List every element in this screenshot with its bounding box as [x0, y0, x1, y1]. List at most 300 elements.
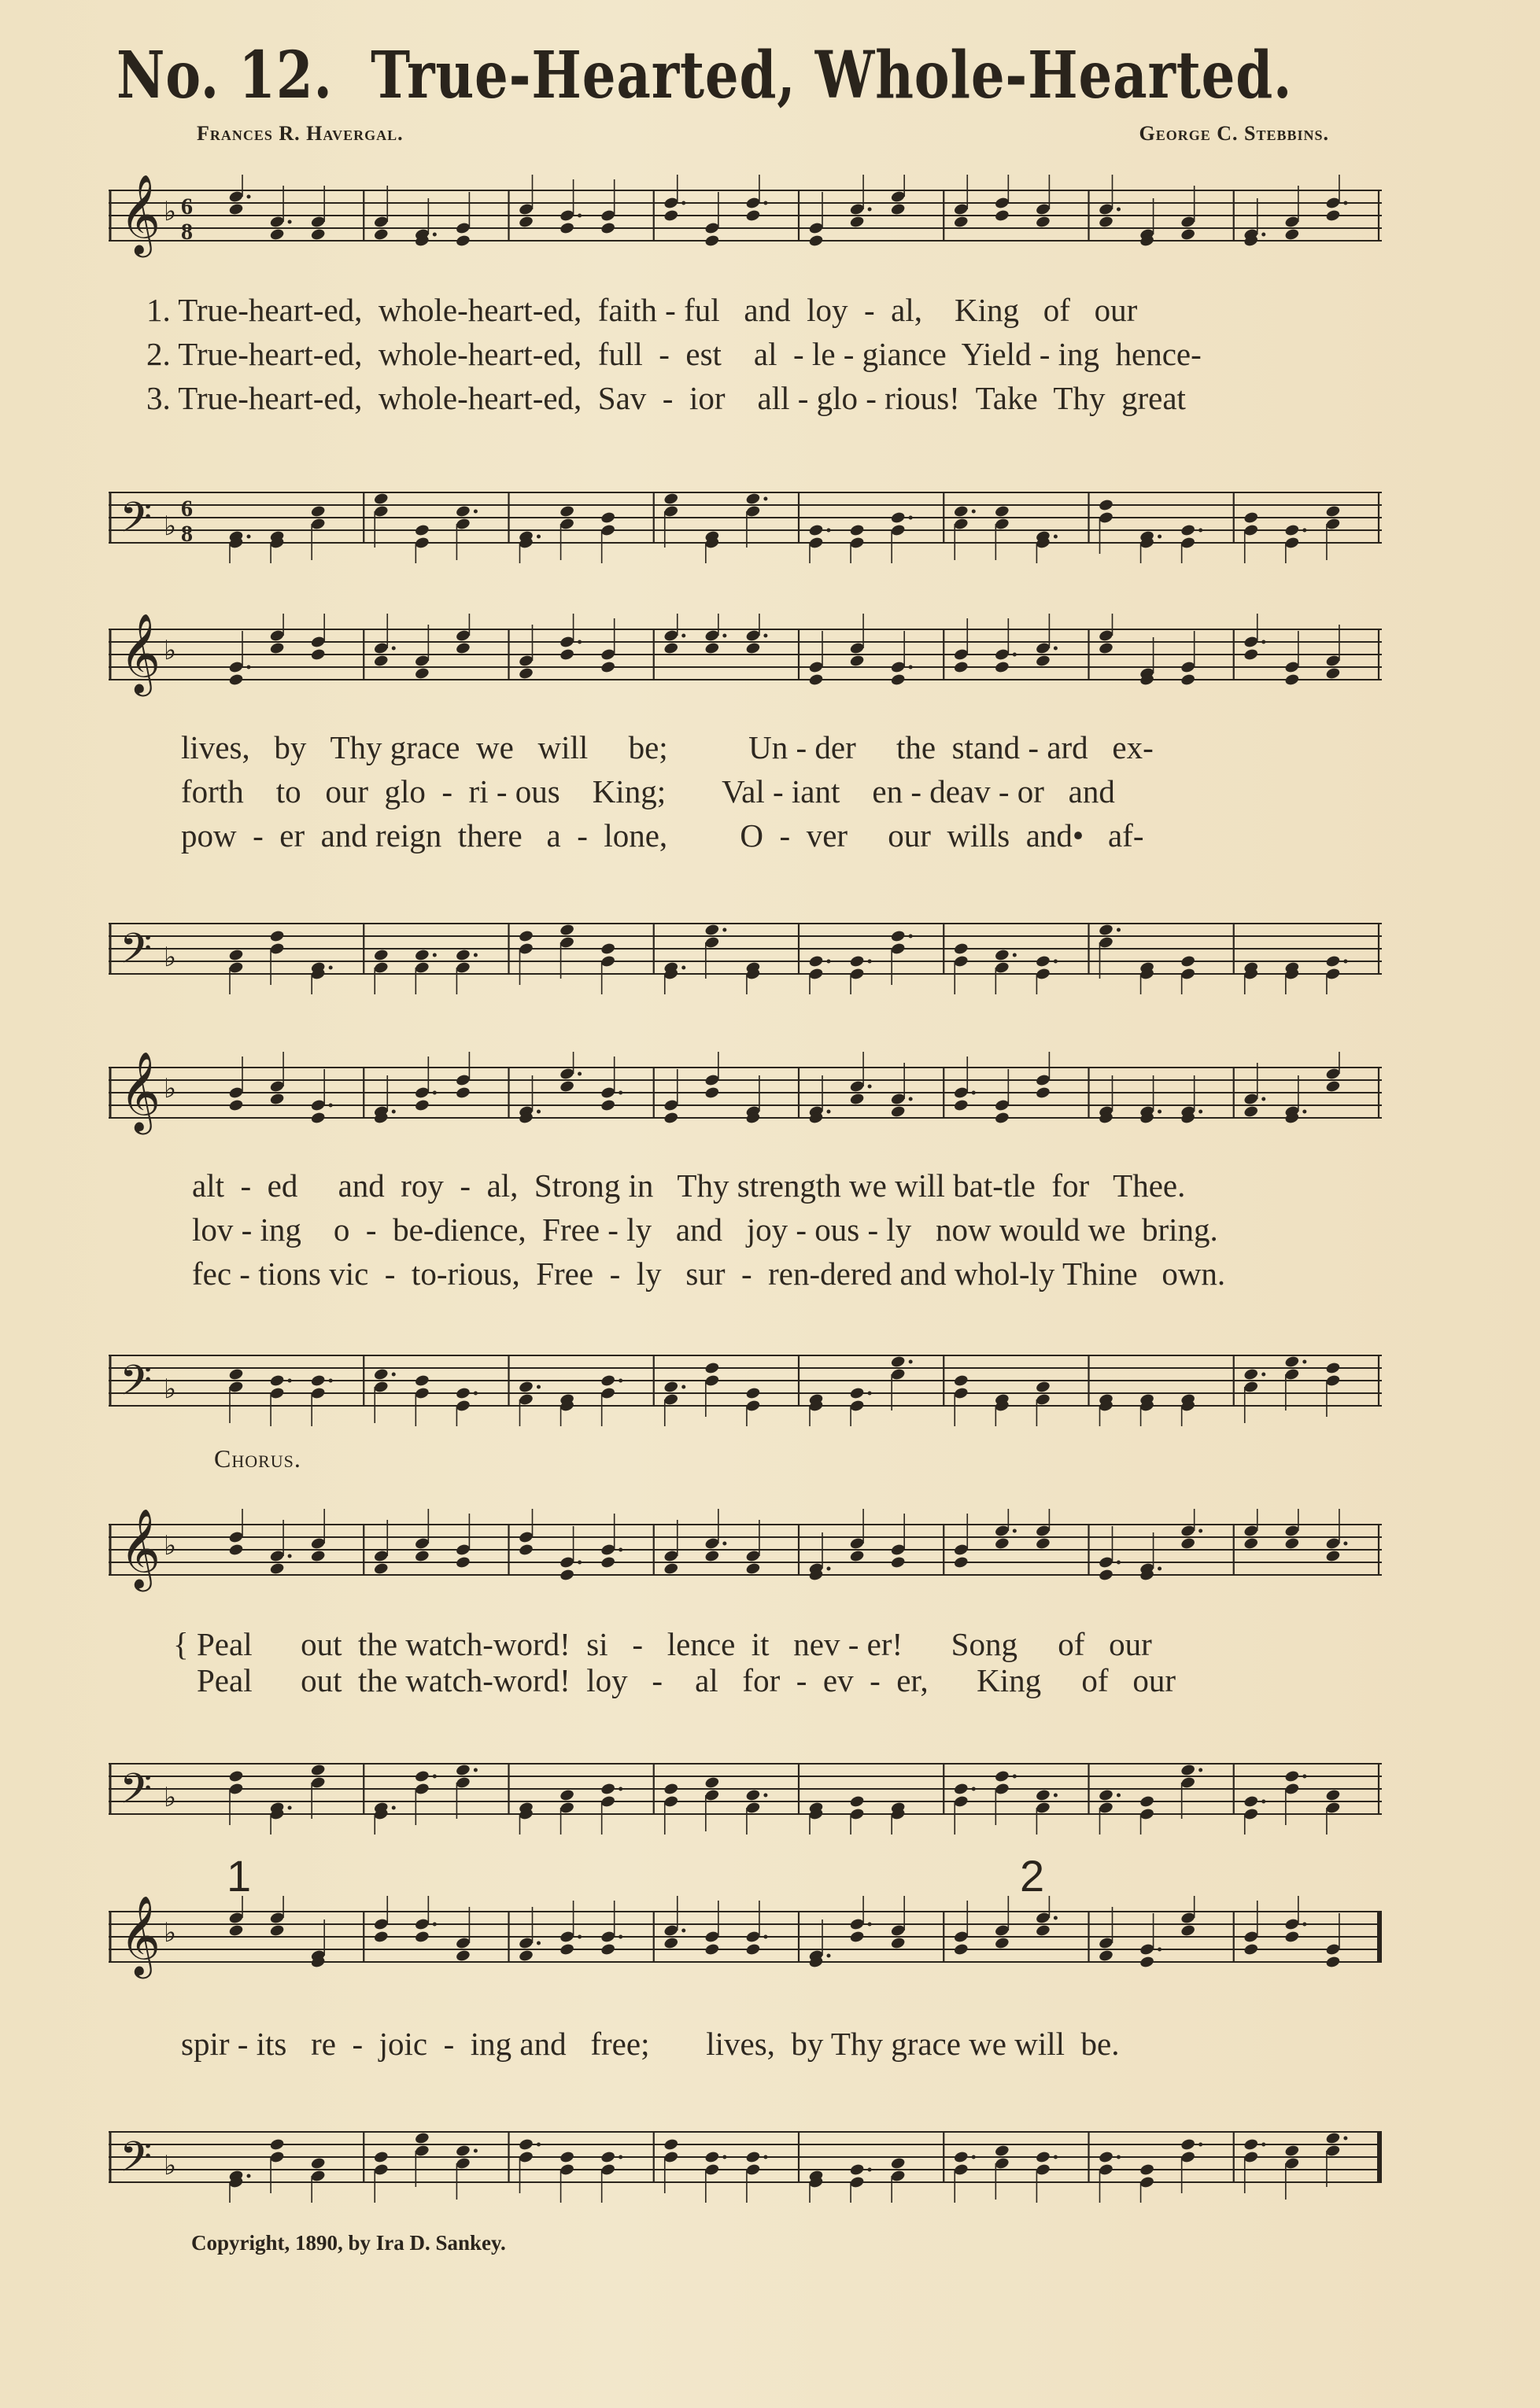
note-head [518, 215, 534, 228]
note-head [1243, 1942, 1259, 1956]
note-head [414, 654, 430, 667]
note-head [994, 208, 1010, 222]
note-head [414, 2131, 430, 2144]
note-head [1325, 666, 1341, 680]
dot [1117, 1561, 1121, 1565]
lyric-line: lov - ing o - be-dience, Free - ly and joy - ous - ly now would we bring. [192, 1211, 1218, 1248]
note-head [414, 1086, 430, 1099]
note-head [1035, 1536, 1051, 1550]
note-head [518, 1530, 534, 1543]
note-head [1180, 215, 1196, 228]
lyric-line: 2. True-heart-ed, whole-heart-ed, full - est al - le - giance Yield - ing hence- [146, 336, 1202, 372]
note-head [953, 660, 969, 673]
note-head [994, 1524, 1010, 1537]
note-head [559, 1555, 575, 1569]
second-ending-label: 2 [1020, 1851, 1045, 1901]
note-head [745, 1801, 761, 1814]
note-head [994, 196, 1010, 209]
note-head [455, 2156, 471, 2170]
key-signature-flat-icon: ♭ [164, 1075, 177, 1104]
note-head [228, 948, 244, 961]
note-head [600, 1086, 616, 1099]
note-head [745, 208, 761, 222]
note-head [953, 1794, 969, 1808]
note-head [1325, 504, 1341, 518]
key-signature-flat-icon: ♭ [164, 1532, 177, 1561]
dot [681, 966, 685, 970]
note-head [704, 923, 720, 936]
note-head [745, 1386, 761, 1399]
note-head [1243, 2150, 1259, 2163]
note-head [559, 635, 575, 648]
note-head [994, 517, 1010, 530]
first-ending-label: 1 [227, 1851, 252, 1901]
bass-clef-icon: 𝄢 [120, 925, 153, 983]
note-head [890, 1555, 906, 1569]
note-head [310, 504, 326, 518]
dot [1198, 1768, 1202, 1772]
note-head [1243, 511, 1259, 524]
note-head [1284, 660, 1300, 673]
dot [827, 960, 831, 964]
dot [578, 214, 582, 218]
note-head [1035, 1380, 1051, 1393]
dot [392, 1373, 396, 1377]
note-head [994, 1936, 1010, 1949]
note-head [1325, 1374, 1341, 1387]
note-head [849, 1549, 865, 1562]
note-head [994, 504, 1010, 518]
dot [868, 1392, 872, 1396]
dot [537, 2143, 541, 2147]
dot [1261, 640, 1265, 644]
note-head [559, 647, 575, 661]
note-head [228, 1380, 244, 1393]
dot [433, 1775, 437, 1779]
note-head [1180, 1524, 1196, 1537]
note-head [953, 215, 969, 228]
note-head [1180, 2137, 1196, 2151]
note-head [1098, 2150, 1113, 2163]
note-head [994, 1923, 1010, 1937]
dot [1302, 1360, 1306, 1364]
note-head [1180, 536, 1196, 549]
note-head [953, 504, 969, 518]
staff-lines [109, 1896, 1387, 1982]
note-head [518, 1543, 534, 1556]
note-head [559, 221, 575, 234]
note-head [1098, 935, 1113, 949]
note-head [600, 208, 616, 222]
note-head [269, 1562, 285, 1575]
note-head [890, 1923, 906, 1937]
note-head [310, 1098, 326, 1112]
key-signature-flat-icon: ♭ [164, 1375, 177, 1404]
note-head [704, 2163, 720, 2176]
dot [763, 634, 767, 638]
note-head [559, 2163, 575, 2176]
dot [1054, 647, 1058, 651]
note-head [518, 1936, 534, 1949]
dot [972, 1091, 976, 1095]
note-head [1243, 1524, 1259, 1537]
note-head [414, 1536, 430, 1550]
note-head [373, 1930, 389, 1943]
note-head [704, 1549, 720, 1562]
dot [1261, 2143, 1265, 2147]
note-head [310, 1549, 326, 1562]
note-head [890, 511, 906, 524]
note-head [518, 929, 534, 942]
note-head [745, 1930, 761, 1943]
bass-staff [109, 908, 1387, 983]
dot [1302, 1775, 1306, 1779]
note-head [849, 215, 865, 228]
dot [1343, 960, 1347, 964]
dot [619, 1787, 622, 1791]
note-head [745, 196, 761, 209]
note-head [663, 629, 679, 642]
note-head [745, 2150, 761, 2163]
lyricist-credit: Frances R. Havergal. [197, 122, 404, 145]
dot [1117, 928, 1121, 932]
note-head [1180, 1923, 1196, 1937]
dot [827, 1567, 831, 1571]
note-head [745, 1788, 761, 1801]
lyric-line: fec - tions vic - to-rious, Free - ly sur - ren-dered and whol-ly Thine own. [192, 1256, 1226, 1292]
music-system-1 [109, 165, 1387, 552]
lyric-line: pow - er and reign there a - lone, O - ver our wills and• af- [181, 817, 1144, 854]
note-head [1325, 1801, 1341, 1814]
dot [392, 1110, 396, 1114]
note-head [600, 1098, 616, 1112]
time-signature-icon: 8 [181, 219, 193, 245]
note-head [310, 647, 326, 661]
dot [1343, 201, 1347, 205]
note-head [704, 1788, 720, 1801]
note-head [1284, 523, 1300, 537]
dot [433, 233, 437, 237]
note-head [953, 1086, 969, 1099]
dot [288, 1554, 292, 1558]
note-head [1180, 1776, 1196, 1789]
dot [909, 1360, 913, 1364]
note-head [994, 1098, 1010, 1112]
note-head [559, 504, 575, 518]
note-head [890, 523, 906, 537]
dot [909, 666, 913, 669]
dot [1158, 535, 1161, 539]
note-head [1325, 654, 1341, 667]
note-head [745, 504, 761, 518]
note-head [310, 227, 326, 241]
note-head [745, 1549, 761, 1562]
note-head [994, 961, 1010, 974]
note-head [849, 523, 865, 537]
note-head [228, 961, 244, 974]
dot [1117, 208, 1121, 212]
dot [474, 510, 478, 514]
note-head [1325, 1788, 1341, 1801]
dot [619, 1091, 622, 1095]
time-signature-icon: 6 [181, 496, 193, 522]
note-head [1035, 967, 1051, 980]
music-system-2 [109, 606, 1387, 983]
note-head [228, 673, 244, 686]
note-head [849, 654, 865, 667]
dot [288, 1379, 292, 1383]
note-head [849, 1930, 865, 1943]
note-head [704, 1073, 720, 1086]
note-head [600, 511, 616, 524]
note-head [518, 654, 534, 667]
note-head [373, 227, 389, 241]
staff-lines [109, 1748, 1387, 1835]
note-head [373, 1549, 389, 1562]
staff-lines [109, 1509, 1387, 1595]
note-head [228, 1098, 244, 1112]
dot [474, 1768, 478, 1772]
dot [1054, 960, 1058, 964]
note-head [269, 1079, 285, 1093]
note-head [745, 1942, 761, 1956]
note-head [1098, 511, 1113, 524]
key-signature-flat-icon: ♭ [164, 636, 177, 666]
note-head [310, 1536, 326, 1550]
dot [681, 1929, 685, 1933]
note-head [994, 1769, 1010, 1783]
note-head [600, 942, 616, 955]
staff-lines [109, 2116, 1387, 2203]
note-head [953, 647, 969, 661]
note-head [1180, 660, 1196, 673]
dot [619, 1548, 622, 1552]
lyric-line: spir - its re - joic - ing and free; lives, by Thy grace we will be. [181, 2026, 1120, 2062]
key-signature-flat-icon: ♭ [164, 1919, 177, 1948]
note-head [559, 517, 575, 530]
note-head [455, 1399, 471, 1412]
music-system-final [109, 1888, 1387, 2218]
dot [1054, 2155, 1058, 2159]
note-head [849, 1079, 865, 1093]
note-head [849, 967, 865, 980]
chorus-brace: { [173, 1626, 189, 1662]
note-head [228, 1530, 244, 1543]
note-head [849, 1794, 865, 1808]
note-head [373, 504, 389, 518]
note-head [704, 641, 720, 655]
note-head [455, 948, 471, 961]
note-head [414, 2144, 430, 2157]
note-head [1098, 1936, 1113, 1949]
dot [288, 220, 292, 224]
note-head [373, 961, 389, 974]
note-head [414, 523, 430, 537]
note-head [704, 935, 720, 949]
dot [763, 497, 767, 501]
note-head [890, 660, 906, 673]
note-head [890, 202, 906, 216]
lyric-line: alt - ed and roy - al, Strong in Thy strength we will bat-tle for Thee. [192, 1167, 1186, 1204]
note-head [228, 1923, 244, 1937]
note-head [663, 1936, 679, 1949]
note-head [849, 954, 865, 968]
note-head [1284, 215, 1300, 228]
note-head [1035, 1801, 1051, 1814]
note-head [994, 2144, 1010, 2157]
note-head [1180, 673, 1196, 686]
note-head [849, 202, 865, 216]
dot [1343, 2137, 1347, 2141]
note-head [1325, 1549, 1341, 1562]
note-head [1098, 1568, 1113, 1581]
note-head [1035, 1923, 1051, 1937]
note-head [455, 629, 471, 642]
note-head [1180, 227, 1196, 241]
note-head [228, 1086, 244, 1099]
note-head [1035, 2163, 1051, 2176]
note-head [953, 1098, 969, 1112]
note-head [1243, 1092, 1259, 1105]
note-head [269, 942, 285, 955]
bass-clef-icon: 𝄢 [120, 1765, 153, 1824]
note-head [455, 1936, 471, 1949]
note-head [890, 190, 906, 203]
dot [578, 1561, 582, 1565]
note-head [1243, 635, 1259, 648]
note-head [228, 1782, 244, 1795]
note-head [600, 954, 616, 968]
dot [1117, 2155, 1121, 2159]
dot [619, 2155, 622, 2159]
note-head [890, 1367, 906, 1381]
note-head [455, 961, 471, 974]
dot [578, 1935, 582, 1939]
note-head [559, 1930, 575, 1943]
dot [868, 2168, 872, 2172]
note-head [1243, 1380, 1259, 1393]
note-head [745, 629, 761, 642]
dot [329, 1379, 333, 1383]
dot [474, 953, 478, 957]
dot [868, 1085, 872, 1089]
note-head [600, 1555, 616, 1569]
dot [433, 953, 437, 957]
note-head [310, 2156, 326, 2170]
note-head [994, 1111, 1010, 1124]
dot [972, 2155, 976, 2159]
treble-clef-icon: 𝄞 [120, 1509, 161, 1588]
note-head [373, 1917, 389, 1930]
note-head [559, 1788, 575, 1801]
dot [868, 1923, 872, 1927]
note-head [890, 1092, 906, 1105]
note-head [1284, 1917, 1300, 1930]
music-system-chorus [109, 1495, 1387, 1841]
note-head [373, 2163, 389, 2176]
note-head [1098, 215, 1113, 228]
dot [909, 516, 913, 520]
note-head [559, 1568, 575, 1581]
note-head [1284, 1536, 1300, 1550]
dot [972, 1787, 976, 1791]
note-head [704, 1776, 720, 1789]
note-head [953, 942, 969, 955]
note-head [1180, 523, 1196, 537]
note-head [269, 1911, 285, 1924]
treble-staff [109, 175, 1387, 254]
note-head [953, 954, 969, 968]
note-head [1035, 1788, 1051, 1801]
note-head [414, 666, 430, 680]
note-head [1035, 654, 1051, 667]
note-head [1284, 536, 1300, 549]
staff-lines [109, 614, 1387, 700]
dot [392, 1806, 396, 1810]
lyric-line: forth to our glo - ri - ous King; Val - iant en - deav - or and [181, 773, 1115, 809]
note-head [994, 660, 1010, 673]
note-head [1139, 1794, 1155, 1808]
note-head [414, 536, 430, 549]
note-head [373, 1380, 389, 1393]
note-head [663, 504, 679, 518]
note-head [1139, 2163, 1155, 2176]
final-bar-line [1377, 2132, 1382, 2182]
dot [1054, 535, 1058, 539]
lyric-line: lives, by Thy grace we will be; Un - der the stand - ard ex- [181, 729, 1154, 765]
dot [1343, 1542, 1347, 1546]
note-head [1284, 1367, 1300, 1381]
dot [537, 535, 541, 539]
note-head [663, 492, 679, 505]
note-head [228, 202, 244, 216]
dot [247, 2174, 251, 2178]
note-head [518, 942, 534, 955]
note-head [310, 1763, 326, 1776]
note-head [1139, 2175, 1155, 2189]
dot [722, 928, 726, 932]
note-head [269, 1923, 285, 1937]
dot [1158, 1948, 1161, 1952]
note-head [1243, 1104, 1259, 1118]
note-head [228, 1543, 244, 1556]
note-head [518, 1949, 534, 1962]
note-head [663, 208, 679, 222]
note-head [1325, 1361, 1341, 1374]
note-head [455, 1086, 471, 1099]
note-head [704, 629, 720, 642]
note-head [849, 1807, 865, 1820]
note-head [1325, 208, 1341, 222]
note-head [1098, 498, 1113, 511]
note-head [953, 517, 969, 530]
dot [972, 510, 976, 514]
bass-clef-icon: 𝄢 [120, 1357, 153, 1415]
note-head [414, 1098, 430, 1112]
note-head [953, 202, 969, 216]
lyric-line: Peal out the watch-word! si - lence it nev - er! Song of our [197, 1626, 1152, 1662]
note-head [1035, 1524, 1051, 1537]
note-head [310, 1111, 326, 1124]
note-head [455, 2144, 471, 2157]
note-head [559, 923, 575, 936]
dot [1302, 1923, 1306, 1927]
note-head [849, 1917, 865, 1930]
note-head [414, 1549, 430, 1562]
note-head [953, 1555, 969, 1569]
note-head [518, 666, 534, 680]
note-head [663, 1794, 679, 1808]
